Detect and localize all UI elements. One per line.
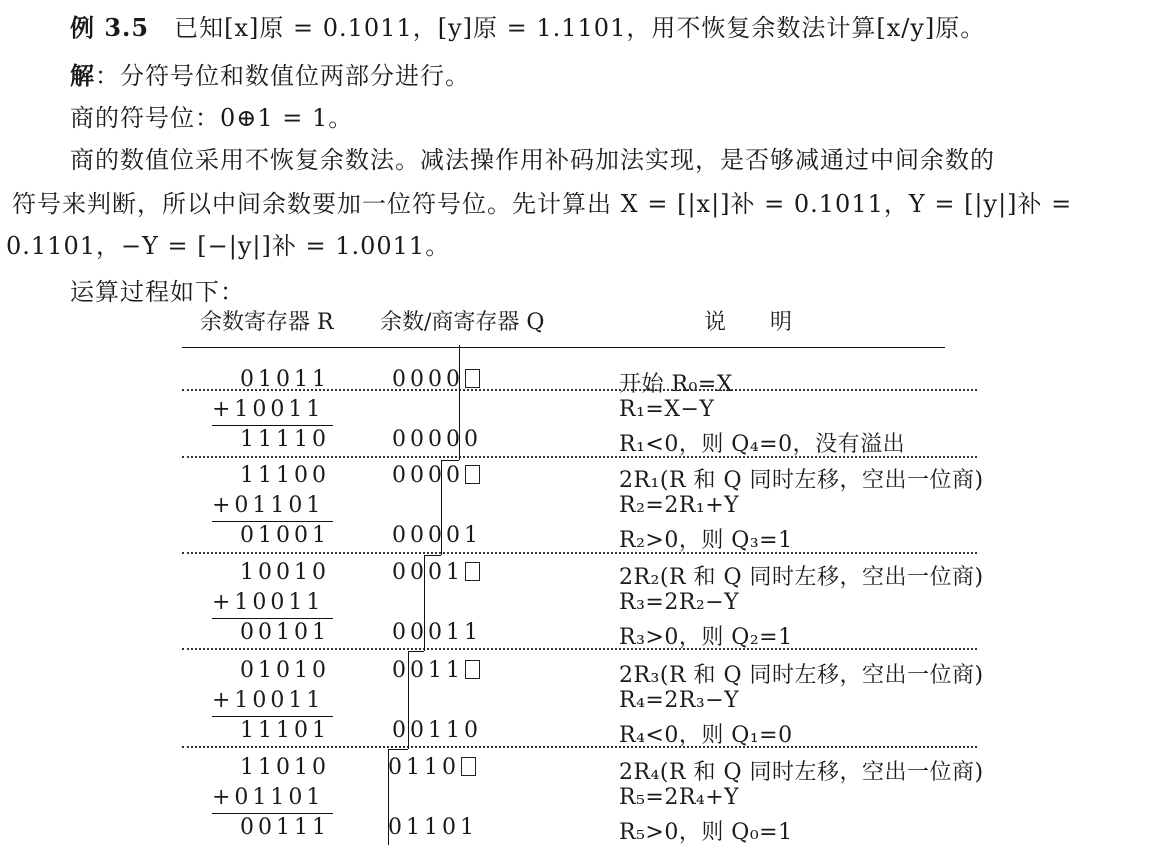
boundary-segment (424, 555, 425, 651)
step-separator (182, 456, 977, 458)
step-description: R₁<0，则 Q₄=0，没有溢出 (619, 432, 906, 457)
step-description: 2R₃(R 和 Q 同时左移，空出一位商) (619, 663, 984, 688)
boundary-segment (459, 345, 460, 460)
step-description: R₅=2R₄+Y (619, 785, 740, 810)
step-description: 2R₄(R 和 Q 同时左移，空出一位商) (619, 760, 984, 785)
division-steps-table (182, 305, 982, 864)
boundary-segment (408, 651, 409, 749)
step-description: 开始 R₀=X (619, 372, 733, 397)
quotient-cell (388, 815, 478, 840)
text-run: 例 3.5 (70, 13, 150, 42)
boundary-segment (441, 460, 442, 555)
text-line (12, 184, 1072, 219)
boundary-segment (424, 555, 441, 556)
addition-underline (212, 813, 333, 814)
text-line (6, 226, 450, 261)
empty-quotient-bit-box (461, 757, 476, 776)
step-description: R₃=2R₂−Y (619, 590, 740, 615)
boundary-segment (388, 749, 389, 845)
step-separator (182, 389, 977, 391)
addition-underline (212, 618, 333, 619)
step-description: R₃>0，则 Q₂=1 (619, 625, 793, 650)
text-run: 符号来判断，所以中间余数要加一位符号位。先计算出 X = [|x|]补 = 0.1011，Y = [|y|]补 = (12, 190, 1073, 218)
remainder-value: 00101 (240, 620, 330, 645)
remainder-value: 10010 (240, 560, 330, 585)
quotient-cell (392, 620, 482, 645)
empty-quotient-bit-box (465, 660, 480, 679)
step-description: R₅>0，则 Q₀=1 (619, 820, 793, 845)
step-separator (182, 746, 977, 748)
quotient-value: 0011 (392, 658, 464, 683)
quotient-value: 0110 (388, 755, 460, 780)
quotient-value: 01101 (388, 815, 478, 840)
text-line (70, 140, 995, 175)
step-description: 2R₂(R 和 Q 同时左移，空出一位商) (619, 565, 984, 590)
addition-underline (212, 521, 333, 522)
text-run: 解 (70, 61, 95, 90)
quotient-value: 00110 (392, 718, 482, 743)
remainder-value: +10011 (212, 688, 325, 713)
quotient-cell (392, 427, 482, 452)
text-run: 0.1101，−Y = [−|y|]补 = 1.0011。 (6, 232, 451, 260)
text-line (70, 98, 353, 133)
step-description: R₄=2R₃−Y (619, 688, 740, 713)
quotient-cell (392, 560, 480, 585)
step-description: R₁=X−Y (619, 397, 715, 422)
quotient-cell (392, 658, 480, 683)
remainder-value: +10011 (212, 590, 325, 615)
step-description: 2R₁(R 和 Q 同时左移，空出一位商) (619, 468, 984, 493)
header-description: 说 明 (704, 310, 793, 335)
step-description: R₂>0，则 Q₃=1 (619, 528, 793, 553)
remainder-value: 11100 (240, 463, 330, 488)
text-run: 商的数值位采用不恢复余数法。减法操作用补码加法实现，是否够减通过中间余数的 (70, 146, 995, 174)
text-run: 运算过程如下： (70, 278, 245, 306)
step-separator (182, 648, 977, 650)
header-remainder-register: 余数寄存器 R (200, 310, 334, 335)
addition-underline (212, 425, 333, 426)
remainder-value: +01101 (212, 785, 325, 810)
remainder-value: 11110 (240, 427, 330, 452)
quotient-value: 00000 (392, 427, 482, 452)
text-line (70, 8, 985, 43)
header-quotient-register: 余数/商寄存器 Q (380, 310, 545, 335)
step-description: R₂=2R₁+Y (619, 493, 740, 518)
text-run: 已知[x]原 = 0.1011，[y]原 = 1.1101，用不恢复余数法计算[x/y]原。 (149, 14, 986, 42)
quotient-cell (392, 718, 482, 743)
addition-underline (212, 716, 333, 717)
quotient-cell (392, 523, 482, 548)
remainder-value: +10011 (212, 397, 325, 422)
remainder-value: 11101 (240, 718, 330, 743)
quotient-value: 00001 (392, 523, 482, 548)
quotient-cell (392, 463, 480, 488)
quotient-value: 0000 (392, 463, 464, 488)
empty-quotient-bit-box (465, 369, 480, 388)
quotient-value: 0001 (392, 560, 464, 585)
text-line (70, 272, 245, 307)
quotient-cell (388, 755, 476, 780)
remainder-value: +01101 (212, 493, 325, 518)
quotient-value: 0000 (392, 367, 464, 392)
remainder-value: 00111 (240, 815, 330, 840)
empty-quotient-bit-box (465, 465, 480, 484)
remainder-value: 01001 (240, 523, 330, 548)
boundary-segment (388, 749, 408, 750)
remainder-value: 01011 (240, 367, 330, 392)
quotient-value: 00011 (392, 620, 482, 645)
remainder-value: 11010 (240, 755, 330, 780)
text-line (70, 56, 470, 91)
header-rule (182, 347, 945, 348)
remainder-value: 01010 (240, 658, 330, 683)
empty-quotient-bit-box (465, 562, 480, 581)
step-separator (182, 552, 977, 554)
text-run: 商的符号位：0⊕1 = 1。 (70, 104, 354, 132)
boundary-segment (408, 651, 424, 652)
step-description: R₄<0，则 Q₁=0 (619, 723, 793, 748)
text-run: ：分符号位和数值位两部分进行。 (95, 62, 470, 90)
boundary-segment (441, 460, 459, 461)
